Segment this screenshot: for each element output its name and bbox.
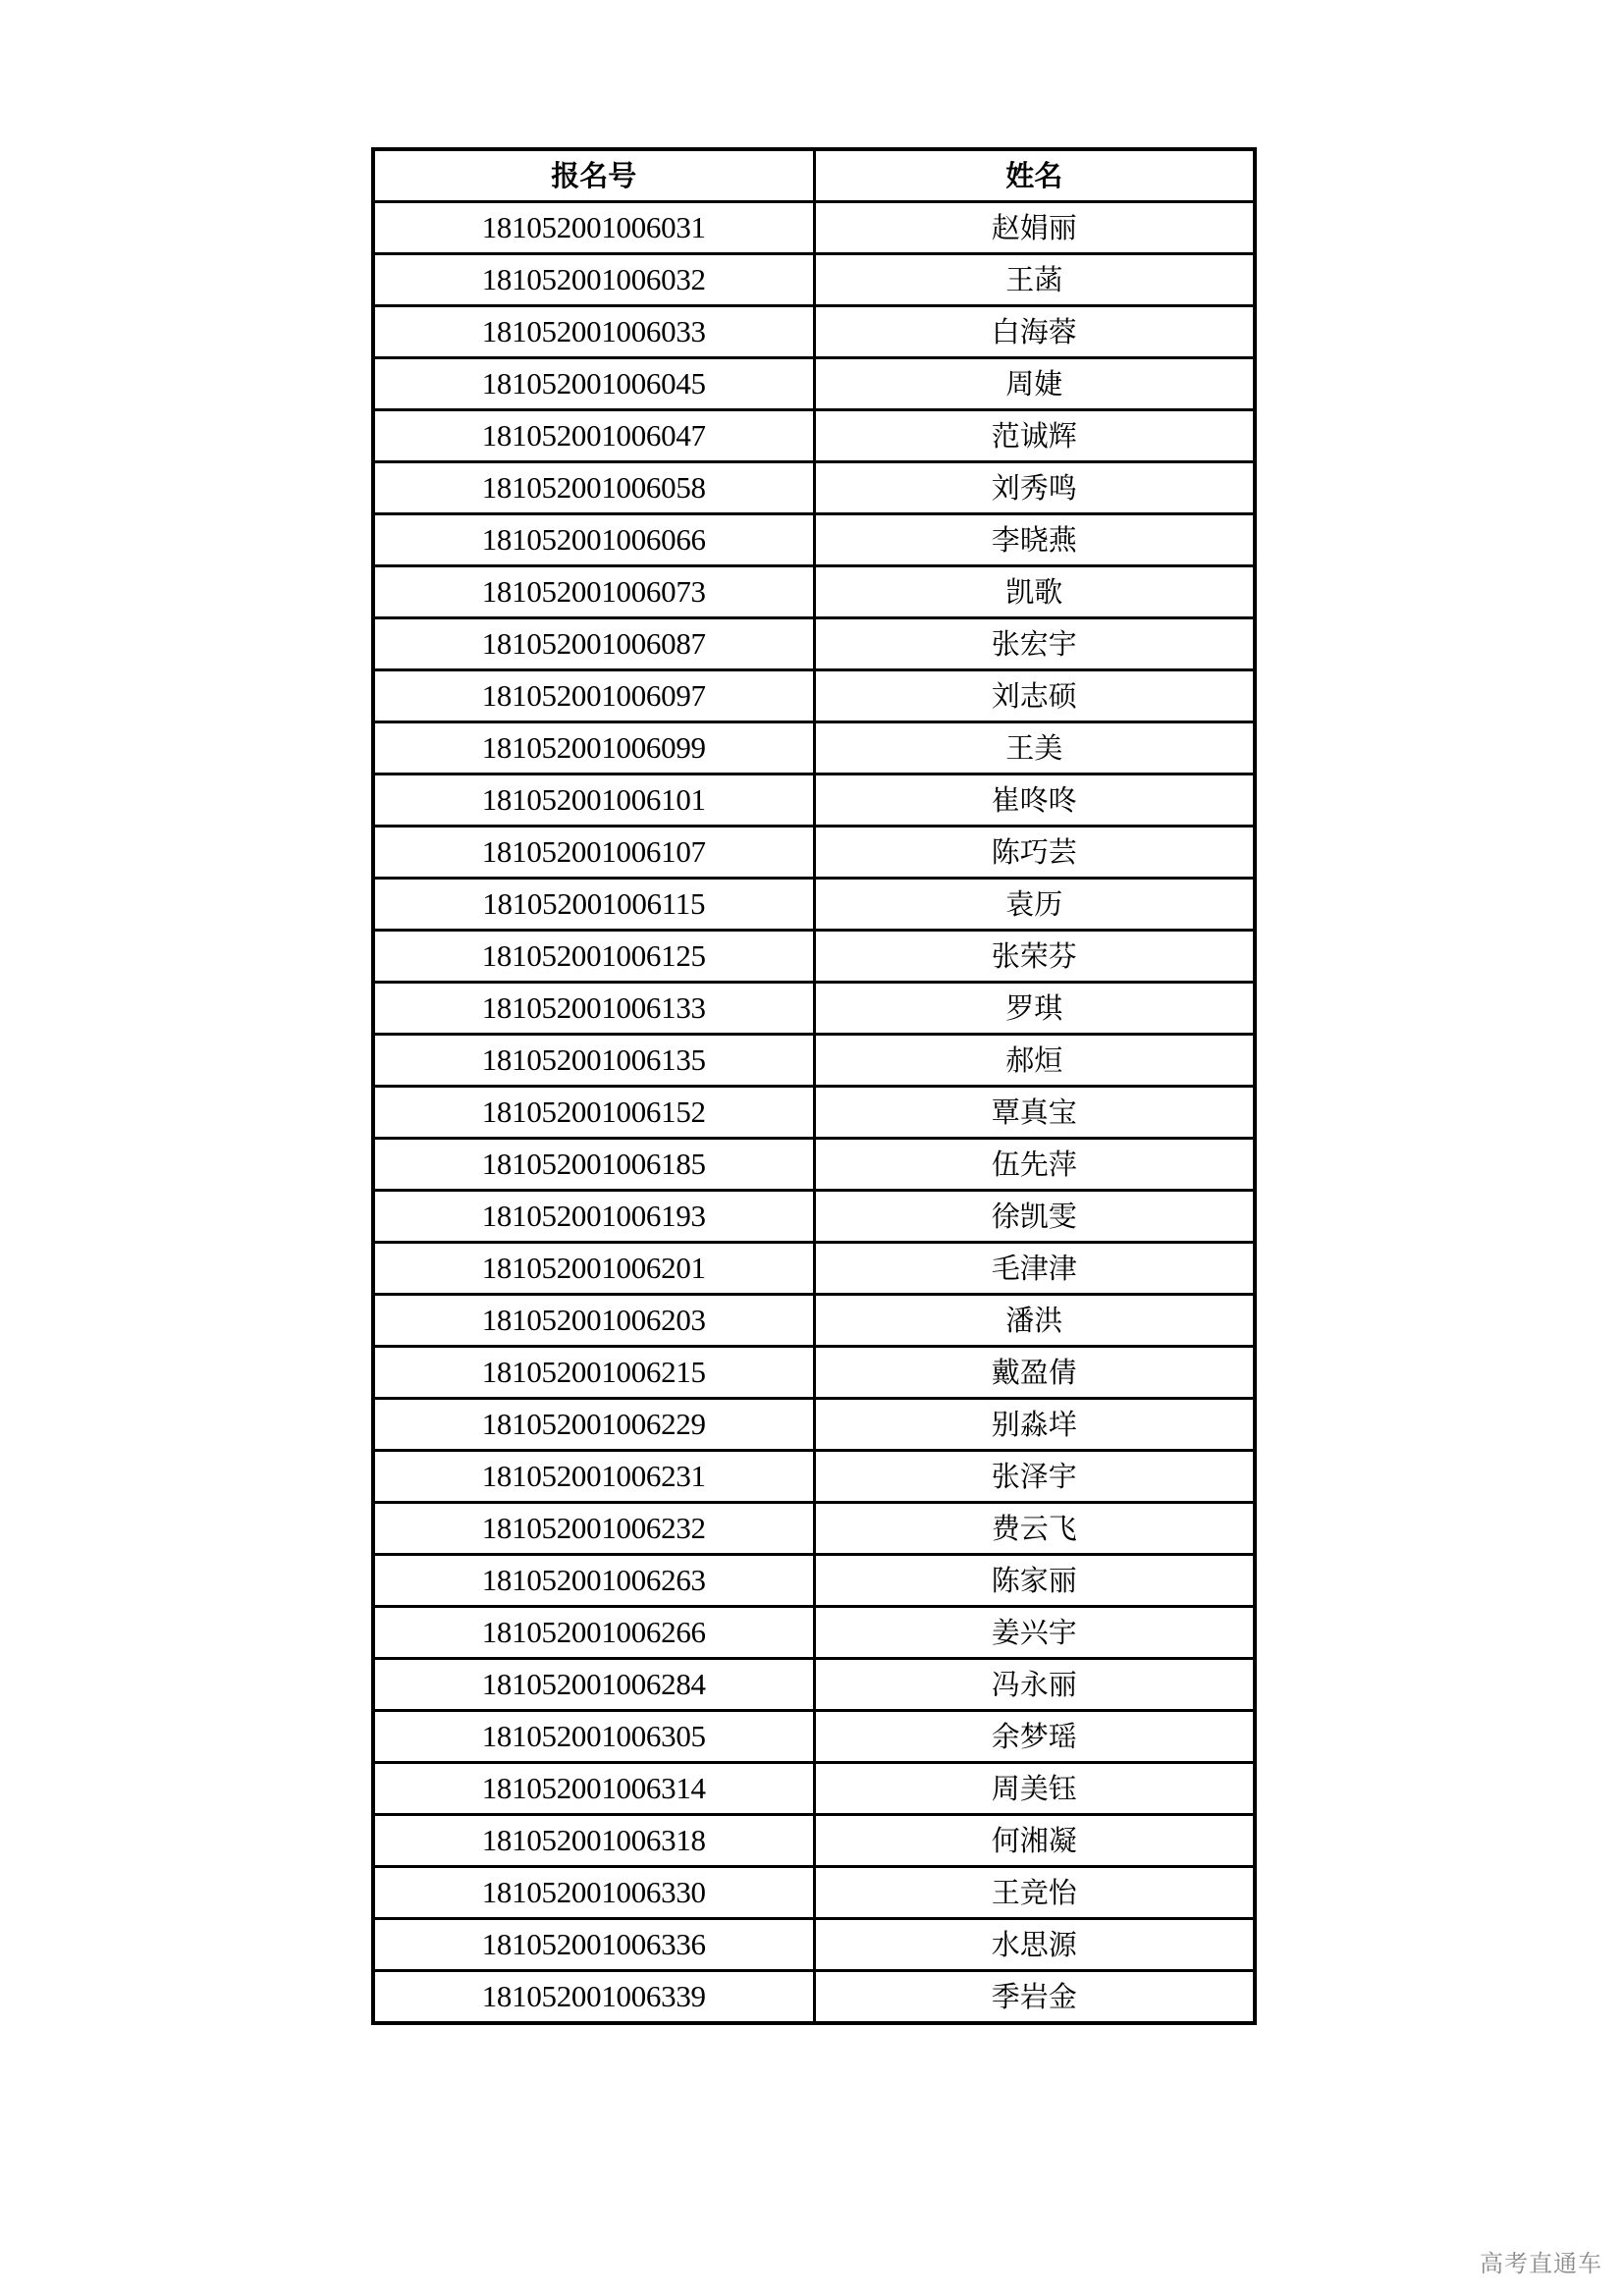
- name-cell: 何湘凝: [814, 1815, 1255, 1867]
- registration-number-cell: 181052001006215: [373, 1347, 814, 1399]
- table-row: [373, 879, 1255, 931]
- registration-number-cell: 181052001006330: [373, 1867, 814, 1919]
- name-cell: 费云飞: [814, 1503, 1255, 1555]
- registration-number-cell: 181052001006201: [373, 1243, 814, 1295]
- registration-number-cell: 181052001006229: [373, 1399, 814, 1451]
- table-row: [373, 202, 1255, 254]
- name-cell: 伍先萍: [814, 1139, 1255, 1191]
- table-row: [373, 1763, 1255, 1815]
- registration-number-cell: 181052001006032: [373, 254, 814, 306]
- name-cell: 刘秀鸣: [814, 462, 1255, 514]
- table-row: [373, 1503, 1255, 1555]
- registration-number-cell: 181052001006125: [373, 931, 814, 983]
- registration-number-cell: 181052001006185: [373, 1139, 814, 1191]
- registration-number-cell: 181052001006047: [373, 410, 814, 462]
- name-cell: 周婕: [814, 358, 1255, 410]
- table-row: [373, 931, 1255, 983]
- table-row: [373, 1711, 1255, 1763]
- registration-number-cell: 181052001006314: [373, 1763, 814, 1815]
- registration-number-cell: 181052001006087: [373, 618, 814, 670]
- table-row: [373, 1815, 1255, 1867]
- name-cell: 罗琪: [814, 983, 1255, 1035]
- registration-number-cell: 181052001006073: [373, 566, 814, 618]
- registration-number-cell: 181052001006336: [373, 1919, 814, 1971]
- name-cell: 潘洪: [814, 1295, 1255, 1347]
- table-row: [373, 1971, 1255, 2024]
- name-cell: 毛津津: [814, 1243, 1255, 1295]
- registration-number-cell: 181052001006133: [373, 983, 814, 1035]
- name-cell: 凯歌: [814, 566, 1255, 618]
- registration-number-cell: 181052001006115: [373, 879, 814, 931]
- name-cell: 冯永丽: [814, 1659, 1255, 1711]
- registration-number-cell: 181052001006107: [373, 827, 814, 879]
- registration-number-cell: 181052001006284: [373, 1659, 814, 1711]
- table-row: [373, 1659, 1255, 1711]
- table-row: [373, 1243, 1255, 1295]
- registration-number-cell: 181052001006305: [373, 1711, 814, 1763]
- registration-number-cell: 181052001006266: [373, 1607, 814, 1659]
- table-row: [373, 1139, 1255, 1191]
- name-cell: 张泽宇: [814, 1451, 1255, 1503]
- table-row: [373, 774, 1255, 827]
- applicant-table: [371, 147, 1257, 2025]
- name-cell: 覃真宝: [814, 1087, 1255, 1139]
- table-row: [373, 1347, 1255, 1399]
- name-cell: 李晓燕: [814, 514, 1255, 566]
- registration-number-cell: 181052001006097: [373, 670, 814, 722]
- registration-number-cell: 181052001006263: [373, 1555, 814, 1607]
- registration-number-cell: 181052001006318: [373, 1815, 814, 1867]
- name-cell: 季岩金: [814, 1971, 1255, 2024]
- table-row: [373, 1867, 1255, 1919]
- registration-number-cell: 181052001006152: [373, 1087, 814, 1139]
- name-cell: 徐凯雯: [814, 1191, 1255, 1243]
- registration-number-cell: 181052001006066: [373, 514, 814, 566]
- table-row: [373, 722, 1255, 774]
- table-row: [373, 514, 1255, 566]
- table-row: [373, 1451, 1255, 1503]
- table-row: [373, 566, 1255, 618]
- table-row: [373, 1035, 1255, 1087]
- registration-number-cell: 181052001006193: [373, 1191, 814, 1243]
- name-cell: 王竞怡: [814, 1867, 1255, 1919]
- name-cell: 周美钰: [814, 1763, 1255, 1815]
- name-cell: 刘志硕: [814, 670, 1255, 722]
- registration-number-cell: 181052001006203: [373, 1295, 814, 1347]
- table-row: [373, 1087, 1255, 1139]
- registration-number-cell: 181052001006135: [373, 1035, 814, 1087]
- name-cell: 陈家丽: [814, 1555, 1255, 1607]
- table-row: [373, 410, 1255, 462]
- table-row: [373, 462, 1255, 514]
- table-row: [373, 1919, 1255, 1971]
- registration-number-cell: 181052001006232: [373, 1503, 814, 1555]
- name-cell: 姜兴宇: [814, 1607, 1255, 1659]
- watermark: 高考直通车: [1480, 2250, 1602, 2277]
- name-cell: 王美: [814, 722, 1255, 774]
- name-cell: 郝烜: [814, 1035, 1255, 1087]
- column-header-registration-number: 报名号: [373, 149, 814, 202]
- name-cell: 张宏宇: [814, 618, 1255, 670]
- table-row: [373, 827, 1255, 879]
- name-cell: 戴盈倩: [814, 1347, 1255, 1399]
- table-row: [373, 306, 1255, 358]
- table-header-row: [373, 149, 1255, 202]
- registration-number-cell: 181052001006031: [373, 202, 814, 254]
- name-cell: 张荣芬: [814, 931, 1255, 983]
- table-row: [373, 1555, 1255, 1607]
- registration-number-cell: 181052001006101: [373, 774, 814, 827]
- table-row: [373, 358, 1255, 410]
- name-cell: 余梦瑶: [814, 1711, 1255, 1763]
- table-row: [373, 983, 1255, 1035]
- name-cell: 白海蓉: [814, 306, 1255, 358]
- table-row: [373, 1295, 1255, 1347]
- registration-number-cell: 181052001006231: [373, 1451, 814, 1503]
- name-cell: 水思源: [814, 1919, 1255, 1971]
- name-cell: 范诚辉: [814, 410, 1255, 462]
- table-row: [373, 1399, 1255, 1451]
- registration-number-cell: 181052001006058: [373, 462, 814, 514]
- name-cell: 袁历: [814, 879, 1255, 931]
- registration-number-cell: 181052001006045: [373, 358, 814, 410]
- name-cell: 别淼垟: [814, 1399, 1255, 1451]
- table-row: [373, 618, 1255, 670]
- registration-number-cell: 181052001006033: [373, 306, 814, 358]
- table-row: [373, 670, 1255, 722]
- name-cell: 陈巧芸: [814, 827, 1255, 879]
- registration-number-cell: 181052001006339: [373, 1971, 814, 2024]
- table-row: [373, 254, 1255, 306]
- name-cell: 王菡: [814, 254, 1255, 306]
- registration-number-cell: 181052001006099: [373, 722, 814, 774]
- name-cell: 赵娟丽: [814, 202, 1255, 254]
- table-row: [373, 1607, 1255, 1659]
- table-body: [373, 202, 1255, 2024]
- table-row: [373, 1191, 1255, 1243]
- name-cell: 崔咚咚: [814, 774, 1255, 827]
- column-header-name: 姓名: [814, 149, 1255, 202]
